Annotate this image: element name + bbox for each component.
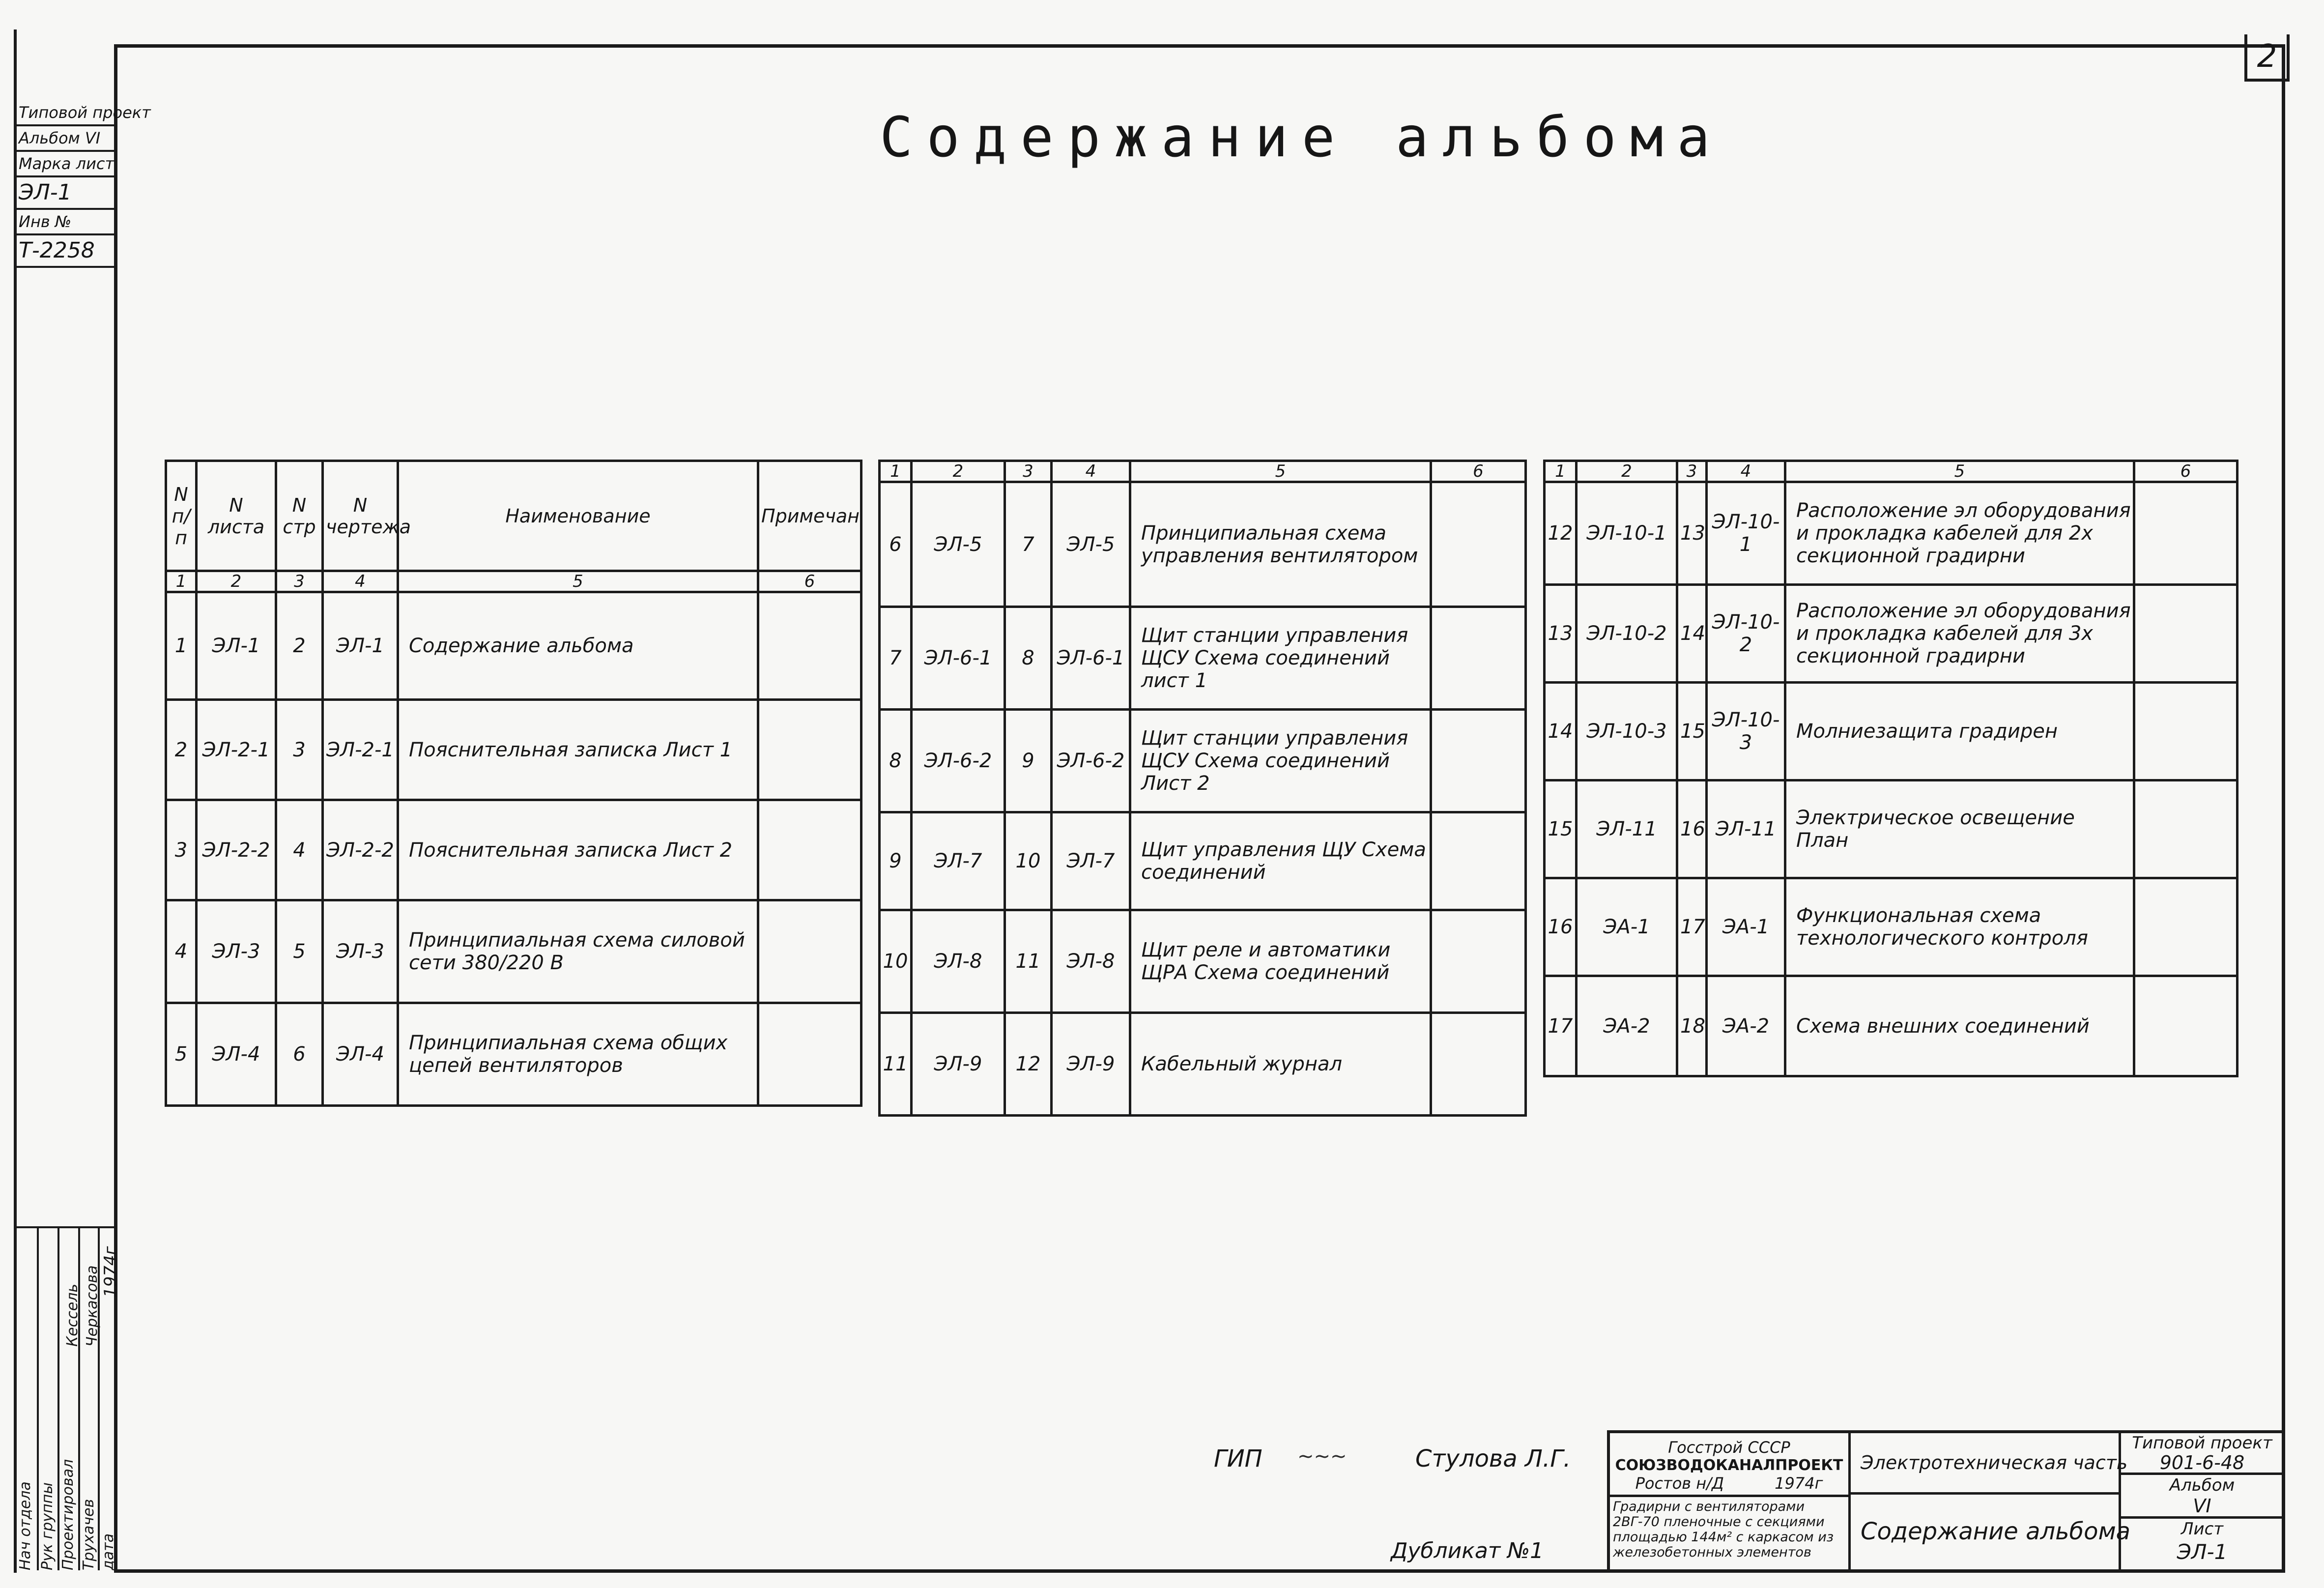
- col-header-n: N п/п: [166, 461, 197, 571]
- col-number: 2: [1577, 461, 1677, 482]
- row-note: [2134, 683, 2238, 780]
- row-number: 10: [880, 910, 912, 1013]
- col-number: 5: [398, 571, 758, 592]
- page-title: Содержание альбома: [880, 106, 1724, 170]
- row-drawing: ЭЛ-10-2: [1707, 585, 1785, 683]
- approval-role: Рук группы: [37, 1226, 59, 1570]
- row-drawing: ЭЛ-4: [323, 1003, 398, 1106]
- gip-label: ГИП: [1214, 1445, 1262, 1473]
- contents-table-2: [878, 460, 1527, 1117]
- row-drawing: ЭЛ-10-1: [1707, 482, 1785, 585]
- row-note: [1431, 607, 1526, 710]
- col-number: 2: [197, 571, 276, 592]
- stamp-mark-sheet: Марка лист: [15, 152, 114, 177]
- table-row: [166, 700, 861, 800]
- row-name: Принципиальная схема силовой сети 380/220 В: [398, 900, 758, 1003]
- row-number: 9: [880, 812, 912, 910]
- row-drawing: ЭЛ-11: [1707, 780, 1785, 878]
- row-drawing: ЭЛ-8: [1052, 910, 1130, 1013]
- row-page: 2: [276, 592, 323, 700]
- row-sheet: ЭЛ-11: [1577, 780, 1677, 878]
- row-sheet: ЭЛ-3: [197, 900, 276, 1003]
- stamp-typical-project: Типовой проект: [15, 101, 114, 126]
- row-drawing: ЭЛ-2-1: [323, 700, 398, 800]
- approval-role: Проектировал: [57, 1226, 80, 1570]
- row-number: 3: [166, 800, 197, 900]
- row-number: 4: [166, 900, 197, 1003]
- row-number: 13: [1545, 585, 1577, 683]
- row-sheet: ЭЛ-9: [912, 1013, 1005, 1116]
- col-number: 3: [276, 571, 323, 592]
- row-drawing: ЭЛ-6-1: [1052, 607, 1130, 710]
- col-number: 4: [323, 571, 398, 592]
- approval-box-top: [15, 1226, 115, 1228]
- approval-role: Нач отдела: [15, 1226, 39, 1570]
- part-name: Электротехническая часть: [1851, 1433, 2119, 1495]
- table-row: [166, 592, 861, 700]
- row-note: [758, 1003, 861, 1106]
- col-header-drawing: N чертежа: [323, 461, 398, 571]
- col-number: 4: [1707, 461, 1785, 482]
- table-row: [880, 710, 1526, 812]
- approval-date-label: дата: [98, 1226, 117, 1570]
- row-name: Расположение эл оборудования и прокладка кабелей для 2х секционной градирни: [1785, 482, 2134, 585]
- row-name: Принципиальная схема управления вентилятором: [1130, 482, 1431, 607]
- row-note: [758, 800, 861, 900]
- col-number: 5: [1130, 461, 1431, 482]
- table-row: [880, 1013, 1526, 1116]
- row-note: [1431, 1013, 1526, 1116]
- row-sheet: ЭА-1: [1577, 878, 1677, 976]
- table-row: [166, 900, 861, 1003]
- row-drawing: ЭЛ-10-3: [1707, 683, 1785, 780]
- row-number: 11: [880, 1013, 912, 1116]
- row-name: Функциональная схема технологического контроля: [1785, 878, 2134, 976]
- row-sheet: ЭА-2: [1577, 976, 1677, 1076]
- table-row: [1545, 878, 2238, 976]
- row-sheet: ЭЛ-2-2: [197, 800, 276, 900]
- col-number: 6: [758, 571, 861, 592]
- row-sheet: ЭЛ-10-3: [1577, 683, 1677, 780]
- row-sheet: ЭЛ-1: [197, 592, 276, 700]
- row-number: 15: [1545, 780, 1577, 878]
- row-name: Пояснительная записка Лист 2: [398, 800, 758, 900]
- row-name: Пояснительная записка Лист 1: [398, 700, 758, 800]
- row-number: 12: [1545, 482, 1577, 585]
- row-number: 1: [166, 592, 197, 700]
- row-note: [2134, 482, 2238, 585]
- row-drawing: ЭЛ-3: [323, 900, 398, 1003]
- row-drawing: ЭА-2: [1707, 976, 1785, 1076]
- col-number: 6: [2134, 461, 2238, 482]
- col-number: 5: [1785, 461, 2134, 482]
- album-label: Альбом: [2169, 1475, 2235, 1495]
- row-note: [2134, 780, 2238, 878]
- col-number: 6: [1431, 461, 1526, 482]
- col-number: 1: [1545, 461, 1577, 482]
- row-number: 5: [166, 1003, 197, 1106]
- table-row: [880, 910, 1526, 1013]
- col-number: 4: [1052, 461, 1130, 482]
- row-note: [2134, 585, 2238, 683]
- title-block-org: [1610, 1433, 1851, 1570]
- col-number: 2: [912, 461, 1005, 482]
- row-number: 6: [880, 482, 912, 607]
- table-row: [166, 800, 861, 900]
- row-drawing: ЭЛ-2-2: [323, 800, 398, 900]
- row-sheet: ЭЛ-8: [912, 910, 1005, 1013]
- row-name: Щит реле и автоматики ЩРА Схема соединений: [1130, 910, 1431, 1013]
- row-name: Схема внешних соединений: [1785, 976, 2134, 1076]
- row-drawing: ЭЛ-7: [1052, 812, 1130, 910]
- row-name: Щит станции управления ЩСУ Схема соединений Лист 2: [1130, 710, 1431, 812]
- col-number: 1: [880, 461, 912, 482]
- col-header-sheet: N листа: [197, 461, 276, 571]
- gip-signature: ~~~: [1297, 1445, 1347, 1468]
- row-number: 7: [880, 607, 912, 710]
- gip-name: Стулова Л.Г.: [1415, 1445, 1571, 1473]
- row-name: Щит станции управления ЩСУ Схема соединений лист 1: [1130, 607, 1431, 710]
- row-page: 9: [1005, 710, 1052, 812]
- duplicate-note: Дубликат №1: [1391, 1538, 1544, 1563]
- row-page: 12: [1005, 1013, 1052, 1116]
- row-sheet: ЭЛ-6-1: [912, 607, 1005, 710]
- row-note: [1431, 482, 1526, 607]
- stamp-mark: ЭЛ-1: [15, 177, 114, 210]
- row-note: [758, 592, 861, 700]
- row-number: 8: [880, 710, 912, 812]
- contents-table-3: [1543, 460, 2238, 1077]
- row-drawing: ЭЛ-9: [1052, 1013, 1130, 1116]
- row-page: 11: [1005, 910, 1052, 1013]
- row-name: Молниезащита градирен: [1785, 683, 2134, 780]
- stamp-inv-label: Инв №: [15, 210, 114, 235]
- table-row: [880, 482, 1526, 607]
- organization: СОЮЗВОДОКАНАЛПРОЕКТ: [1615, 1457, 1843, 1474]
- col-header-note: Примечан: [758, 461, 861, 571]
- table-row: [880, 812, 1526, 910]
- sheet-number: ЭЛ-1: [2177, 1540, 2228, 1564]
- row-page: 16: [1677, 780, 1707, 878]
- table-row: [1545, 585, 2238, 683]
- table-row: [1545, 780, 2238, 878]
- row-page: 14: [1677, 585, 1707, 683]
- row-name: Принципиальная схема общих цепей вентиляторов: [398, 1003, 758, 1106]
- row-number: 17: [1545, 976, 1577, 1076]
- row-name: Расположение эл оборудования и прокладка кабелей для 3х секционной градирни: [1785, 585, 2134, 683]
- row-note: [2134, 878, 2238, 976]
- row-page: 6: [276, 1003, 323, 1106]
- sheet-label: Лист: [2181, 1519, 2224, 1539]
- row-name: Электрическое освещение План: [1785, 780, 2134, 878]
- ministry: Госстрой СССР: [1668, 1438, 1790, 1457]
- sheet-title: Содержание альбома: [1861, 1518, 2131, 1545]
- row-sheet: ЭЛ-7: [912, 812, 1005, 910]
- col-header-page: N стр: [276, 461, 323, 571]
- table-row: [1545, 482, 2238, 585]
- row-page: 7: [1005, 482, 1052, 607]
- col-number: 3: [1005, 461, 1052, 482]
- table-row: [1545, 976, 2238, 1076]
- table-row: [1545, 683, 2238, 780]
- row-name: Кабельный журнал: [1130, 1013, 1431, 1116]
- row-number: 16: [1545, 878, 1577, 976]
- row-number: 2: [166, 700, 197, 800]
- row-page: 18: [1677, 976, 1707, 1076]
- page-number: 2: [2244, 34, 2290, 82]
- contents-table-1: [165, 460, 862, 1107]
- title-block-numbers: [2121, 1433, 2283, 1570]
- row-note: [2134, 976, 2238, 1076]
- row-name: Щит управления ЩУ Схема соединений: [1130, 812, 1431, 910]
- row-note: [1431, 710, 1526, 812]
- row-note: [1431, 812, 1526, 910]
- col-header-name: Наименование: [398, 461, 758, 571]
- album-number: VI: [2121, 1496, 2283, 1519]
- row-number: 14: [1545, 683, 1577, 780]
- row-drawing: ЭА-1: [1707, 878, 1785, 976]
- col-number: 3: [1677, 461, 1707, 482]
- object-description: Градирни с вентиляторами 2ВГ-70 пленочные с секциями площадью 144м² с каркасом из железобетонных элементов: [1613, 1499, 1834, 1560]
- project-number: 901-6-48: [2121, 1453, 2283, 1475]
- row-page: 4: [276, 800, 323, 900]
- project-label: Типовой проект: [2132, 1433, 2272, 1453]
- row-sheet: ЭЛ-10-2: [1577, 585, 1677, 683]
- row-note: [758, 700, 861, 800]
- row-page: 17: [1677, 878, 1707, 976]
- row-sheet: ЭЛ-5: [912, 482, 1005, 607]
- approval-year: 1974г: [101, 1246, 120, 1298]
- row-name: Содержание альбома: [398, 592, 758, 700]
- col-number: 1: [166, 571, 197, 592]
- side-stamp: [15, 101, 151, 268]
- stamp-album: Альбом VI: [15, 126, 114, 152]
- table-row: [166, 1003, 861, 1106]
- row-page: 8: [1005, 607, 1052, 710]
- city: Ростов н/Д: [1635, 1474, 1724, 1493]
- title-block: [1607, 1430, 2285, 1573]
- row-note: [758, 900, 861, 1003]
- approval-name: Черкасова: [84, 1265, 101, 1347]
- row-note: [1431, 910, 1526, 1013]
- table-row: [880, 607, 1526, 710]
- row-sheet: ЭЛ-10-1: [1577, 482, 1677, 585]
- stamp-inv-number: Т-2258: [15, 235, 114, 268]
- approval-name: Кессель: [64, 1283, 81, 1347]
- row-page: 13: [1677, 482, 1707, 585]
- row-sheet: ЭЛ-4: [197, 1003, 276, 1106]
- org-year: 1974г: [1775, 1474, 1823, 1493]
- row-drawing: ЭЛ-6-2: [1052, 710, 1130, 812]
- row-page: 3: [276, 700, 323, 800]
- row-page: 15: [1677, 683, 1707, 780]
- approval-name: Трухачев: [78, 1226, 100, 1570]
- row-drawing: ЭЛ-5: [1052, 482, 1130, 607]
- row-drawing: ЭЛ-1: [323, 592, 398, 700]
- row-sheet: ЭЛ-6-2: [912, 710, 1005, 812]
- row-sheet: ЭЛ-2-1: [197, 700, 276, 800]
- title-block-part: [1851, 1433, 2131, 1570]
- row-page: 5: [276, 900, 323, 1003]
- row-page: 10: [1005, 812, 1052, 910]
